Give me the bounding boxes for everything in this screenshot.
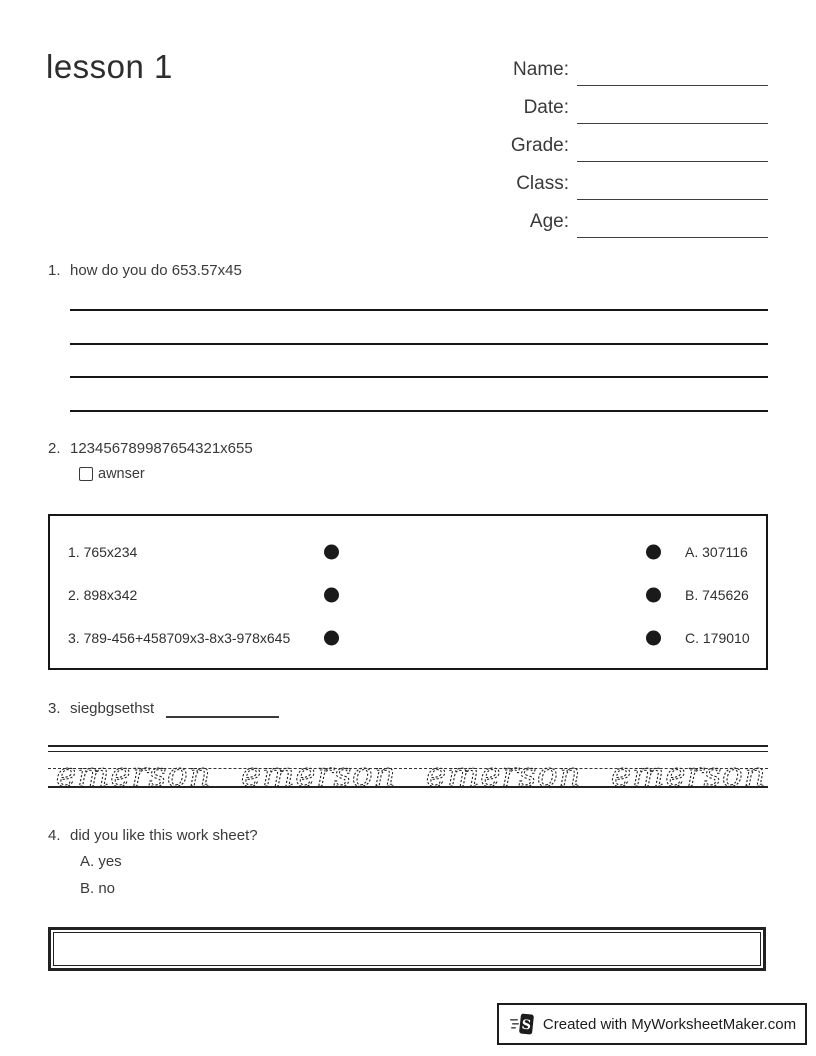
fill-in-blank-line (166, 716, 279, 718)
matching-row-2 (50, 585, 766, 605)
field-row-date (448, 86, 768, 124)
question-4-number: 4. (48, 827, 61, 844)
trace-word-1: emerson (56, 755, 212, 791)
handwriting-practice-line (48, 745, 768, 791)
question-1-number: 1. (48, 262, 61, 279)
field-label-class: Class: (516, 173, 569, 194)
field-line-name (577, 85, 768, 86)
worksheetmaker-logo-icon (508, 1010, 536, 1038)
answer-checkbox-label: awnser (98, 466, 145, 482)
matching-answer-a: A. 307116 (685, 544, 748, 560)
field-row-age (448, 200, 768, 238)
matching-dot-right-1[interactable] (646, 545, 661, 560)
question-2 (48, 440, 253, 457)
matching-row-1 (50, 542, 766, 562)
page-title: lesson 1 (46, 48, 173, 85)
matching-answer-b: B. 745626 (685, 587, 749, 603)
answer-line-2 (70, 343, 768, 345)
footer-text: Created with MyWorksheetMaker.com (542, 1015, 797, 1033)
matching-box (48, 514, 768, 670)
answer-box[interactable] (48, 927, 766, 971)
field-line-grade (577, 161, 768, 162)
matching-item-2: 2. 898x342 (68, 587, 138, 603)
question-2-checkbox-row (79, 466, 145, 482)
matching-dot-left-2[interactable] (324, 588, 339, 603)
answer-line-4 (70, 410, 768, 412)
field-row-grade (448, 124, 768, 162)
matching-dot-left-3[interactable] (324, 631, 339, 646)
svg-text:S: S (520, 1017, 532, 1034)
field-label-date: Date: (523, 97, 569, 118)
question-1-text: how do you do 653.57x45 (70, 262, 242, 279)
question-4-text: did you like this work sheet? (70, 827, 258, 844)
question-1 (48, 262, 242, 279)
matching-answer-c: C. 179010 (685, 630, 750, 646)
answer-checkbox[interactable] (79, 467, 93, 481)
matching-dot-right-2[interactable] (646, 588, 661, 603)
footer-badge (497, 1003, 807, 1045)
question-4-option-b: B. no (80, 880, 116, 897)
question-3-number: 3. (48, 700, 61, 717)
question-2-text: 123456789987654321x655 (70, 440, 253, 457)
field-line-date (577, 123, 768, 124)
matching-row-3 (50, 628, 766, 648)
handwriting-trace-words (48, 745, 768, 791)
question-4 (48, 827, 258, 844)
matching-dot-right-3[interactable] (646, 631, 661, 646)
field-label-name: Name: (513, 59, 569, 80)
field-label-grade: Grade: (510, 135, 569, 156)
field-line-class (577, 199, 768, 200)
matching-dot-left-1[interactable] (324, 545, 339, 560)
field-row-class (448, 162, 768, 200)
answer-box-inner (53, 932, 761, 966)
answer-line-3 (70, 376, 768, 378)
trace-word-2: emerson (241, 755, 397, 791)
question-3-text: siegbgsethst (70, 700, 155, 717)
question-2-number: 2. (48, 440, 61, 457)
field-row-name (448, 48, 768, 86)
trace-word-4: emerson (611, 755, 767, 791)
trace-word-3: emerson (426, 755, 582, 791)
header-fields (448, 48, 768, 238)
question-3 (48, 700, 154, 717)
question-4-option-a: A. yes (80, 853, 122, 870)
matching-item-1: 1. 765x234 (68, 544, 138, 560)
matching-item-3: 3. 789-456+458709x3-8x3-978x645 (68, 630, 291, 646)
field-line-age (577, 237, 768, 238)
answer-line-1 (70, 309, 768, 311)
field-label-age: Age: (529, 211, 569, 232)
